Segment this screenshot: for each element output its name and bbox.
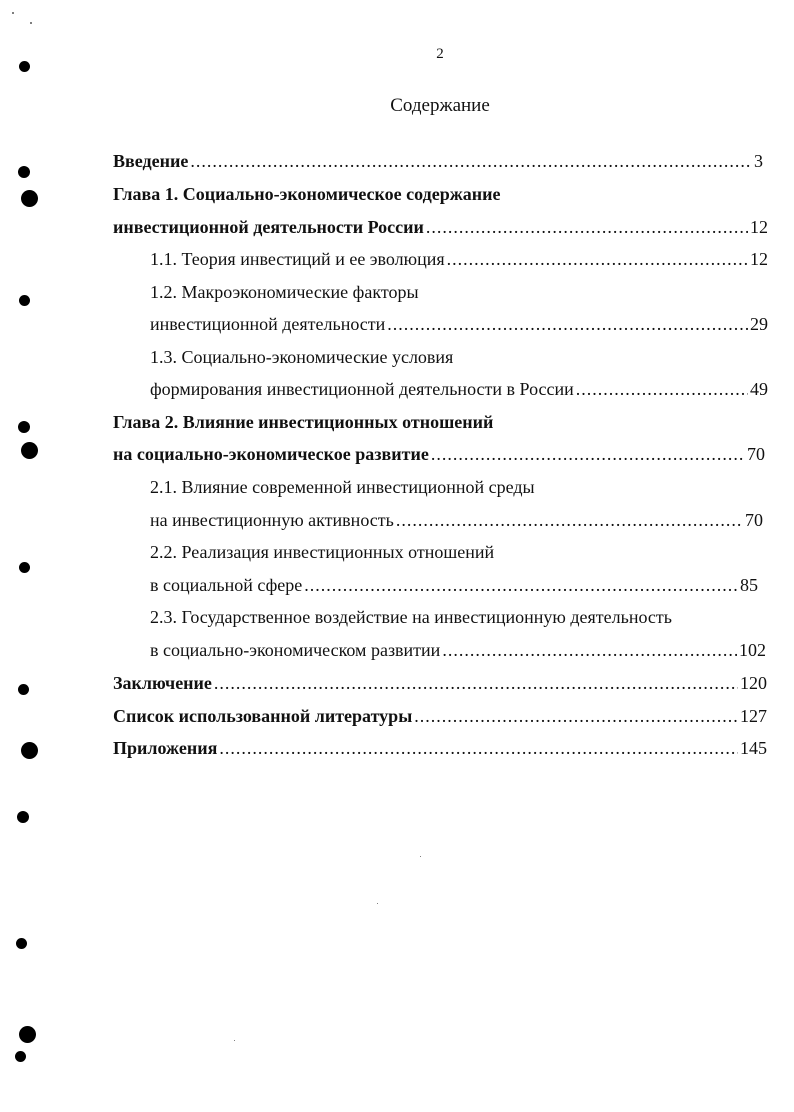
punch-hole bbox=[19, 562, 30, 573]
toc-entry-text: инвестиционной деятельности России bbox=[113, 217, 424, 237]
punch-hole bbox=[18, 684, 29, 695]
toc-entry-section-2-1 bbox=[150, 507, 763, 533]
toc-entry-chapter1 bbox=[113, 214, 768, 240]
toc-page-number: 70 bbox=[745, 510, 763, 530]
dot-leader bbox=[387, 311, 748, 337]
dot-leader bbox=[304, 572, 738, 598]
scan-speck bbox=[234, 1040, 235, 1041]
toc-entry-text: в социально-экономическом развитии bbox=[150, 640, 441, 660]
page-number: 2 bbox=[436, 46, 444, 62]
dot-leader bbox=[414, 703, 738, 729]
toc-page-number: 70 bbox=[747, 444, 765, 464]
toc-section-1-3-heading: 1.3. Социально-экономические условия bbox=[150, 347, 454, 367]
toc-section-1-2-heading: 1.2. Макроэкономические факторы bbox=[150, 282, 419, 302]
scan-speck bbox=[377, 903, 378, 904]
toc-page-number: 29 bbox=[750, 314, 768, 334]
punch-hole bbox=[18, 421, 30, 433]
punch-hole bbox=[17, 811, 29, 823]
toc-section-2-1-heading: 2.1. Влияние современной инвестиционной среды bbox=[150, 477, 535, 497]
toc-entry-chapter2 bbox=[113, 441, 765, 467]
toc-page-number: 145 bbox=[740, 738, 767, 758]
toc-page-number: 120 bbox=[740, 673, 767, 693]
dot-leader bbox=[442, 637, 737, 663]
dot-leader bbox=[214, 670, 738, 696]
punch-hole bbox=[16, 938, 27, 949]
toc-entry-text: Приложения bbox=[113, 738, 218, 758]
toc-page-number: 49 bbox=[750, 379, 768, 399]
toc-entry-text: на инвестиционную активность bbox=[150, 510, 394, 530]
toc-page-number: 12 bbox=[750, 249, 768, 269]
dot-leader bbox=[426, 214, 748, 240]
toc-entry-section-1-1 bbox=[150, 246, 768, 272]
toc-entry-text: на социально-экономическое развитие bbox=[113, 444, 429, 464]
toc-section-2-2-heading: 2.2. Реализация инвестиционных отношений bbox=[150, 542, 495, 562]
dot-leader bbox=[431, 441, 745, 467]
scan-speck bbox=[12, 12, 14, 14]
toc-entry-text: Список использованной литературы bbox=[113, 706, 413, 726]
punch-hole bbox=[15, 1051, 26, 1062]
toc-page-number: 127 bbox=[740, 706, 767, 726]
toc-entry-section-1-3 bbox=[150, 376, 768, 402]
toc-entry-appendices bbox=[113, 735, 767, 761]
dot-leader bbox=[396, 507, 743, 533]
toc-entry-text: 1.1. Теория инвестиций и ее эволюция bbox=[150, 249, 445, 269]
punch-hole bbox=[19, 295, 30, 306]
punch-hole bbox=[19, 1026, 36, 1043]
toc-entry-text: инвестиционной деятельности bbox=[150, 314, 386, 334]
scan-speck bbox=[420, 856, 421, 857]
toc-entry-section-2-3 bbox=[150, 637, 766, 663]
toc-entry-section-1-2 bbox=[150, 311, 768, 337]
dot-leader bbox=[219, 735, 738, 761]
toc-page-number: 102 bbox=[739, 640, 766, 660]
toc-entry-intro bbox=[113, 148, 763, 174]
toc-page-number: 3 bbox=[754, 151, 763, 171]
toc-entry-conclusion bbox=[113, 670, 767, 696]
toc-entry-bibliography bbox=[113, 703, 767, 729]
punch-hole bbox=[21, 742, 38, 759]
toc-section-2-3-heading: 2.3. Государственное воздействие на инвестиционную деятельность bbox=[150, 607, 672, 627]
dot-leader bbox=[447, 246, 748, 272]
toc-chapter2-heading: Глава 2. Влияние инвестиционных отношений bbox=[113, 412, 494, 432]
toc-entry-text: в социальной сфере bbox=[150, 575, 303, 595]
toc-entry-text: Введение bbox=[113, 151, 189, 171]
punch-hole bbox=[21, 442, 38, 459]
toc-page-number: 12 bbox=[750, 217, 768, 237]
dot-leader bbox=[190, 148, 752, 174]
scan-speck bbox=[30, 22, 32, 24]
toc-entry-text: Заключение bbox=[113, 673, 212, 693]
dot-leader bbox=[576, 376, 748, 402]
toc-entry-text: формирования инвестиционной деятельности в России bbox=[150, 379, 574, 399]
punch-hole bbox=[18, 166, 30, 178]
toc-page-number: 85 bbox=[740, 575, 758, 595]
page-title: Содержание bbox=[390, 95, 490, 116]
toc-entry-section-2-2 bbox=[150, 572, 758, 598]
toc-chapter1-heading: Глава 1. Социально-экономическое содержание bbox=[113, 184, 501, 204]
punch-hole bbox=[21, 190, 38, 207]
